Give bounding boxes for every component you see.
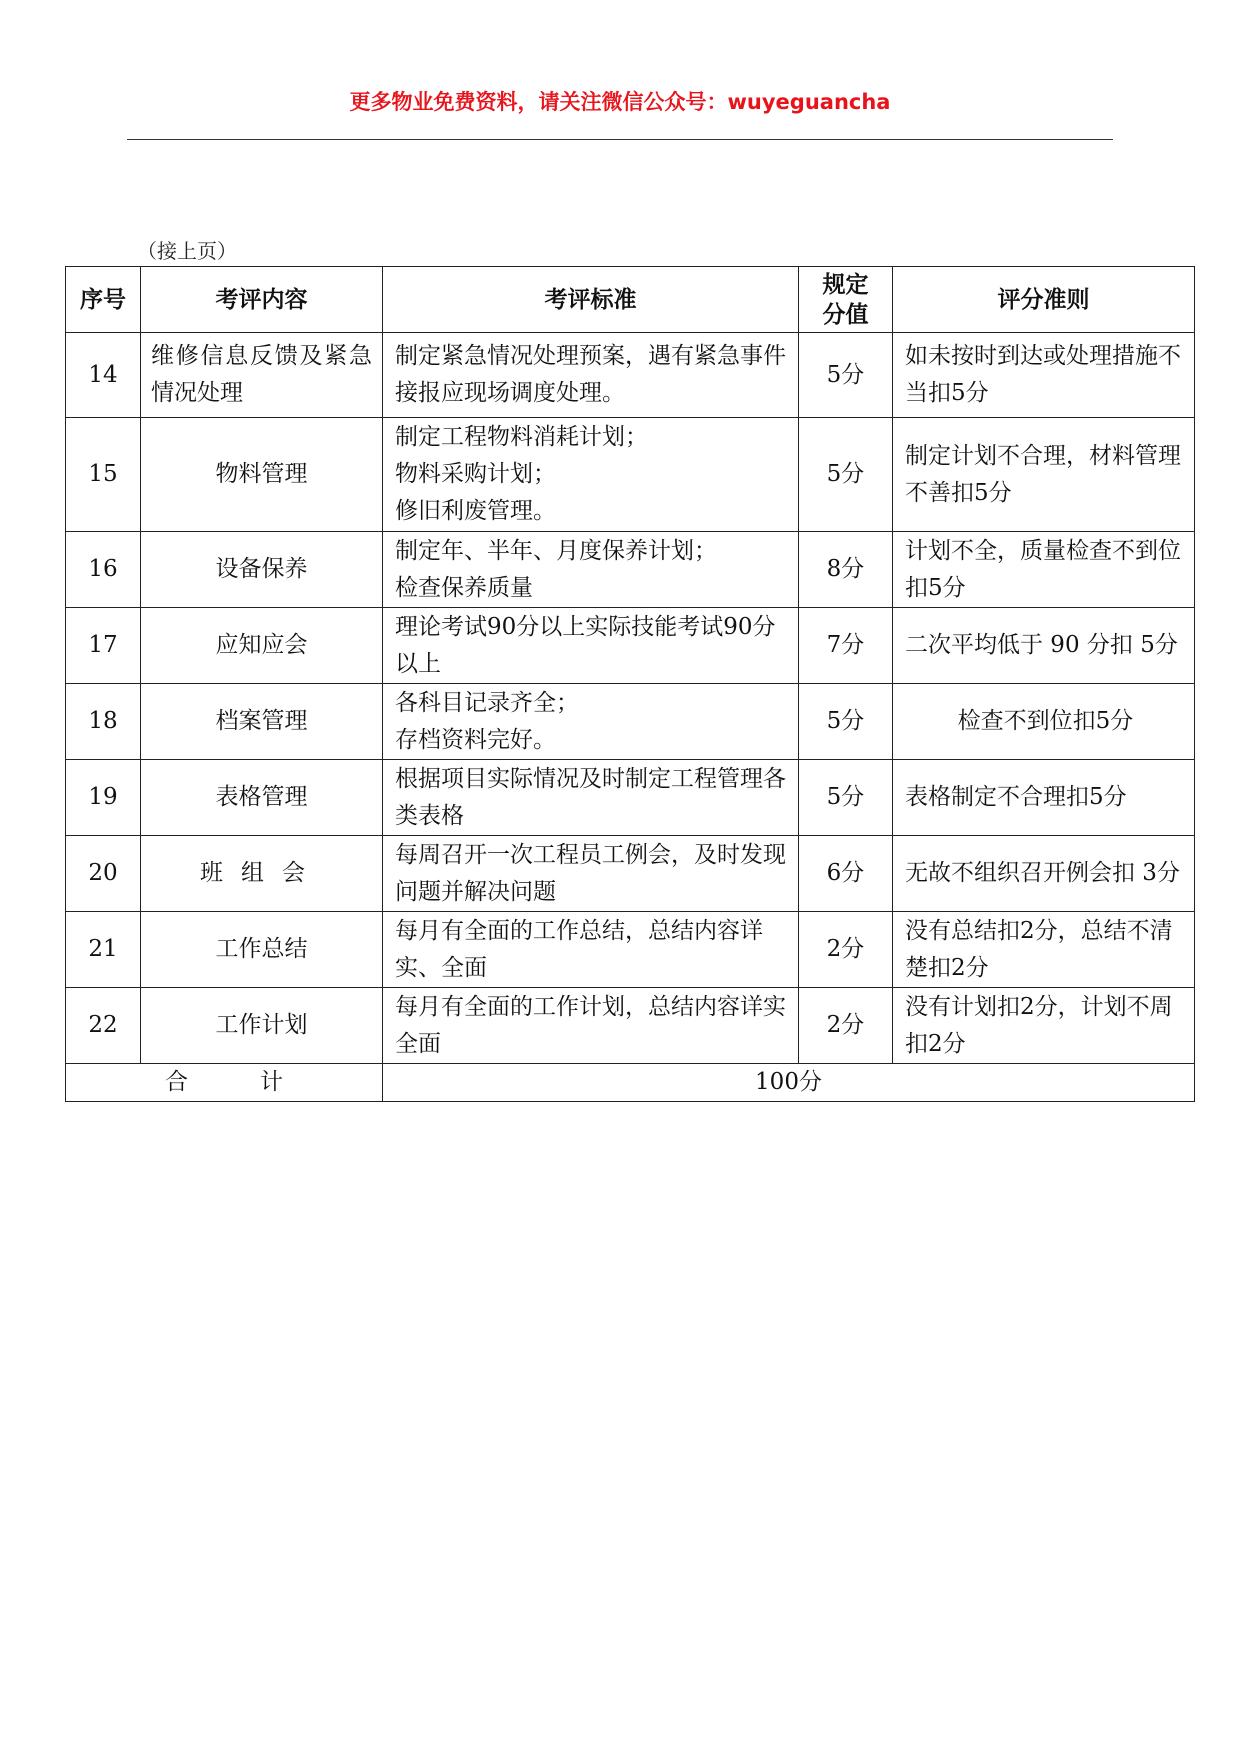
row-points: 2分 [799, 912, 893, 988]
continued-label: （接上页） [137, 239, 237, 263]
standard-line: 物料采购计划； [395, 461, 556, 487]
row-rule: 检查不到位扣5分 [893, 684, 1195, 760]
row-points: 2分 [799, 988, 893, 1064]
table-row [66, 684, 1195, 760]
row-number: 16 [66, 532, 141, 608]
column-header-points-line1: 规定 [822, 271, 869, 298]
row-item: 维修信息反馈及紧急情况处理 [141, 333, 383, 418]
row-standard [383, 836, 799, 912]
table-row [66, 988, 1195, 1064]
header-divider [127, 139, 1113, 140]
row-points: 5分 [799, 333, 893, 418]
row-rule: 无故不组织召开例会扣 3分 [893, 836, 1195, 912]
row-item: 工作总结 [141, 912, 383, 988]
promo-header-text: 更多物业免费资料，请关注微信公众号：wuyeguancha [349, 90, 891, 114]
total-row [66, 1064, 1195, 1102]
row-number: 19 [66, 760, 141, 836]
row-rule: 没有总结扣2分，总结不清楚扣2分 [893, 912, 1195, 988]
standard-line: 存档资料完好。 [395, 726, 556, 753]
standard-line: 根据项目实际情况及时制定工程管理各类表格 [395, 765, 786, 829]
row-number: 17 [66, 608, 141, 684]
row-standard [383, 418, 799, 532]
row-item: 班组会 [141, 836, 383, 912]
evaluation-table [65, 266, 1195, 1102]
row-points: 5分 [799, 684, 893, 760]
row-points: 5分 [799, 760, 893, 836]
row-rule: 没有计划扣2分，计划不周扣2分 [893, 988, 1195, 1064]
column-header-rule: 评分准则 [893, 267, 1195, 333]
column-header-points [799, 267, 893, 333]
row-number: 15 [66, 418, 141, 532]
standard-line: 各科目记录齐全； [395, 689, 579, 716]
table-row [66, 608, 1195, 684]
row-number: 18 [66, 684, 141, 760]
row-rule: 二次平均低于 90 分扣 5分 [893, 608, 1195, 684]
row-points: 8分 [799, 532, 893, 608]
row-item: 应知应会 [141, 608, 383, 684]
standard-line: 理论考试90分以上实际技能考试90分以上 [395, 613, 776, 677]
row-points: 5分 [799, 418, 893, 532]
row-rule: 表格制定不合理扣5分 [893, 760, 1195, 836]
row-points: 7分 [799, 608, 893, 684]
row-item: 设备保养 [141, 532, 383, 608]
row-number: 14 [66, 333, 141, 418]
table-row [66, 836, 1195, 912]
standard-line: 每月有全面的工作总结，总结内容详实、全面 [395, 917, 763, 981]
total-value: 100分 [383, 1064, 1195, 1102]
total-label-part2: 计 [260, 1069, 283, 1095]
row-standard [383, 760, 799, 836]
row-standard [383, 912, 799, 988]
table-row [66, 418, 1195, 532]
row-standard [383, 532, 799, 608]
column-header-standard: 考评标准 [383, 267, 799, 333]
row-rule: 制定计划不合理，材料管理不善扣5分 [893, 418, 1195, 532]
column-header-points-line2: 分值 [822, 301, 869, 328]
row-standard [383, 608, 799, 684]
row-points: 6分 [799, 836, 893, 912]
row-rule: 如未按时到达或处理措施不当扣5分 [893, 333, 1195, 418]
table-row [66, 912, 1195, 988]
row-number: 22 [66, 988, 141, 1064]
standard-line: 每月有全面的工作计划，总结内容详实全面 [395, 993, 786, 1057]
standard-line: 制定紧急情况处理预案，遇有紧急事件接报应现场调度处理。 [395, 343, 786, 406]
row-item: 表格管理 [141, 760, 383, 836]
row-item: 工作计划 [141, 988, 383, 1064]
table-header-row [66, 267, 1195, 333]
total-label [66, 1064, 383, 1102]
row-standard [383, 684, 799, 760]
row-item: 档案管理 [141, 684, 383, 760]
row-number: 20 [66, 836, 141, 912]
column-header-no: 序号 [66, 267, 141, 333]
row-standard [383, 988, 799, 1064]
standard-line: 制定工程物料消耗计划； [395, 424, 648, 450]
row-number: 21 [66, 912, 141, 988]
table-row [66, 532, 1195, 608]
row-item: 物料管理 [141, 418, 383, 532]
standard-line: 制定年、半年、月度保养计划； [395, 537, 717, 564]
table-row [66, 760, 1195, 836]
table-row [66, 333, 1195, 418]
row-rule: 计划不全，质量检查不到位扣5分 [893, 532, 1195, 608]
standard-line: 每周召开一次工程员工例会，及时发现问题并解决问题 [395, 841, 786, 905]
standard-line: 修旧利废管理。 [395, 498, 556, 524]
total-label-part1: 合 [165, 1069, 188, 1095]
row-standard [383, 333, 799, 418]
column-header-item: 考评内容 [141, 267, 383, 333]
standard-line: 检查保养质量 [395, 574, 533, 601]
